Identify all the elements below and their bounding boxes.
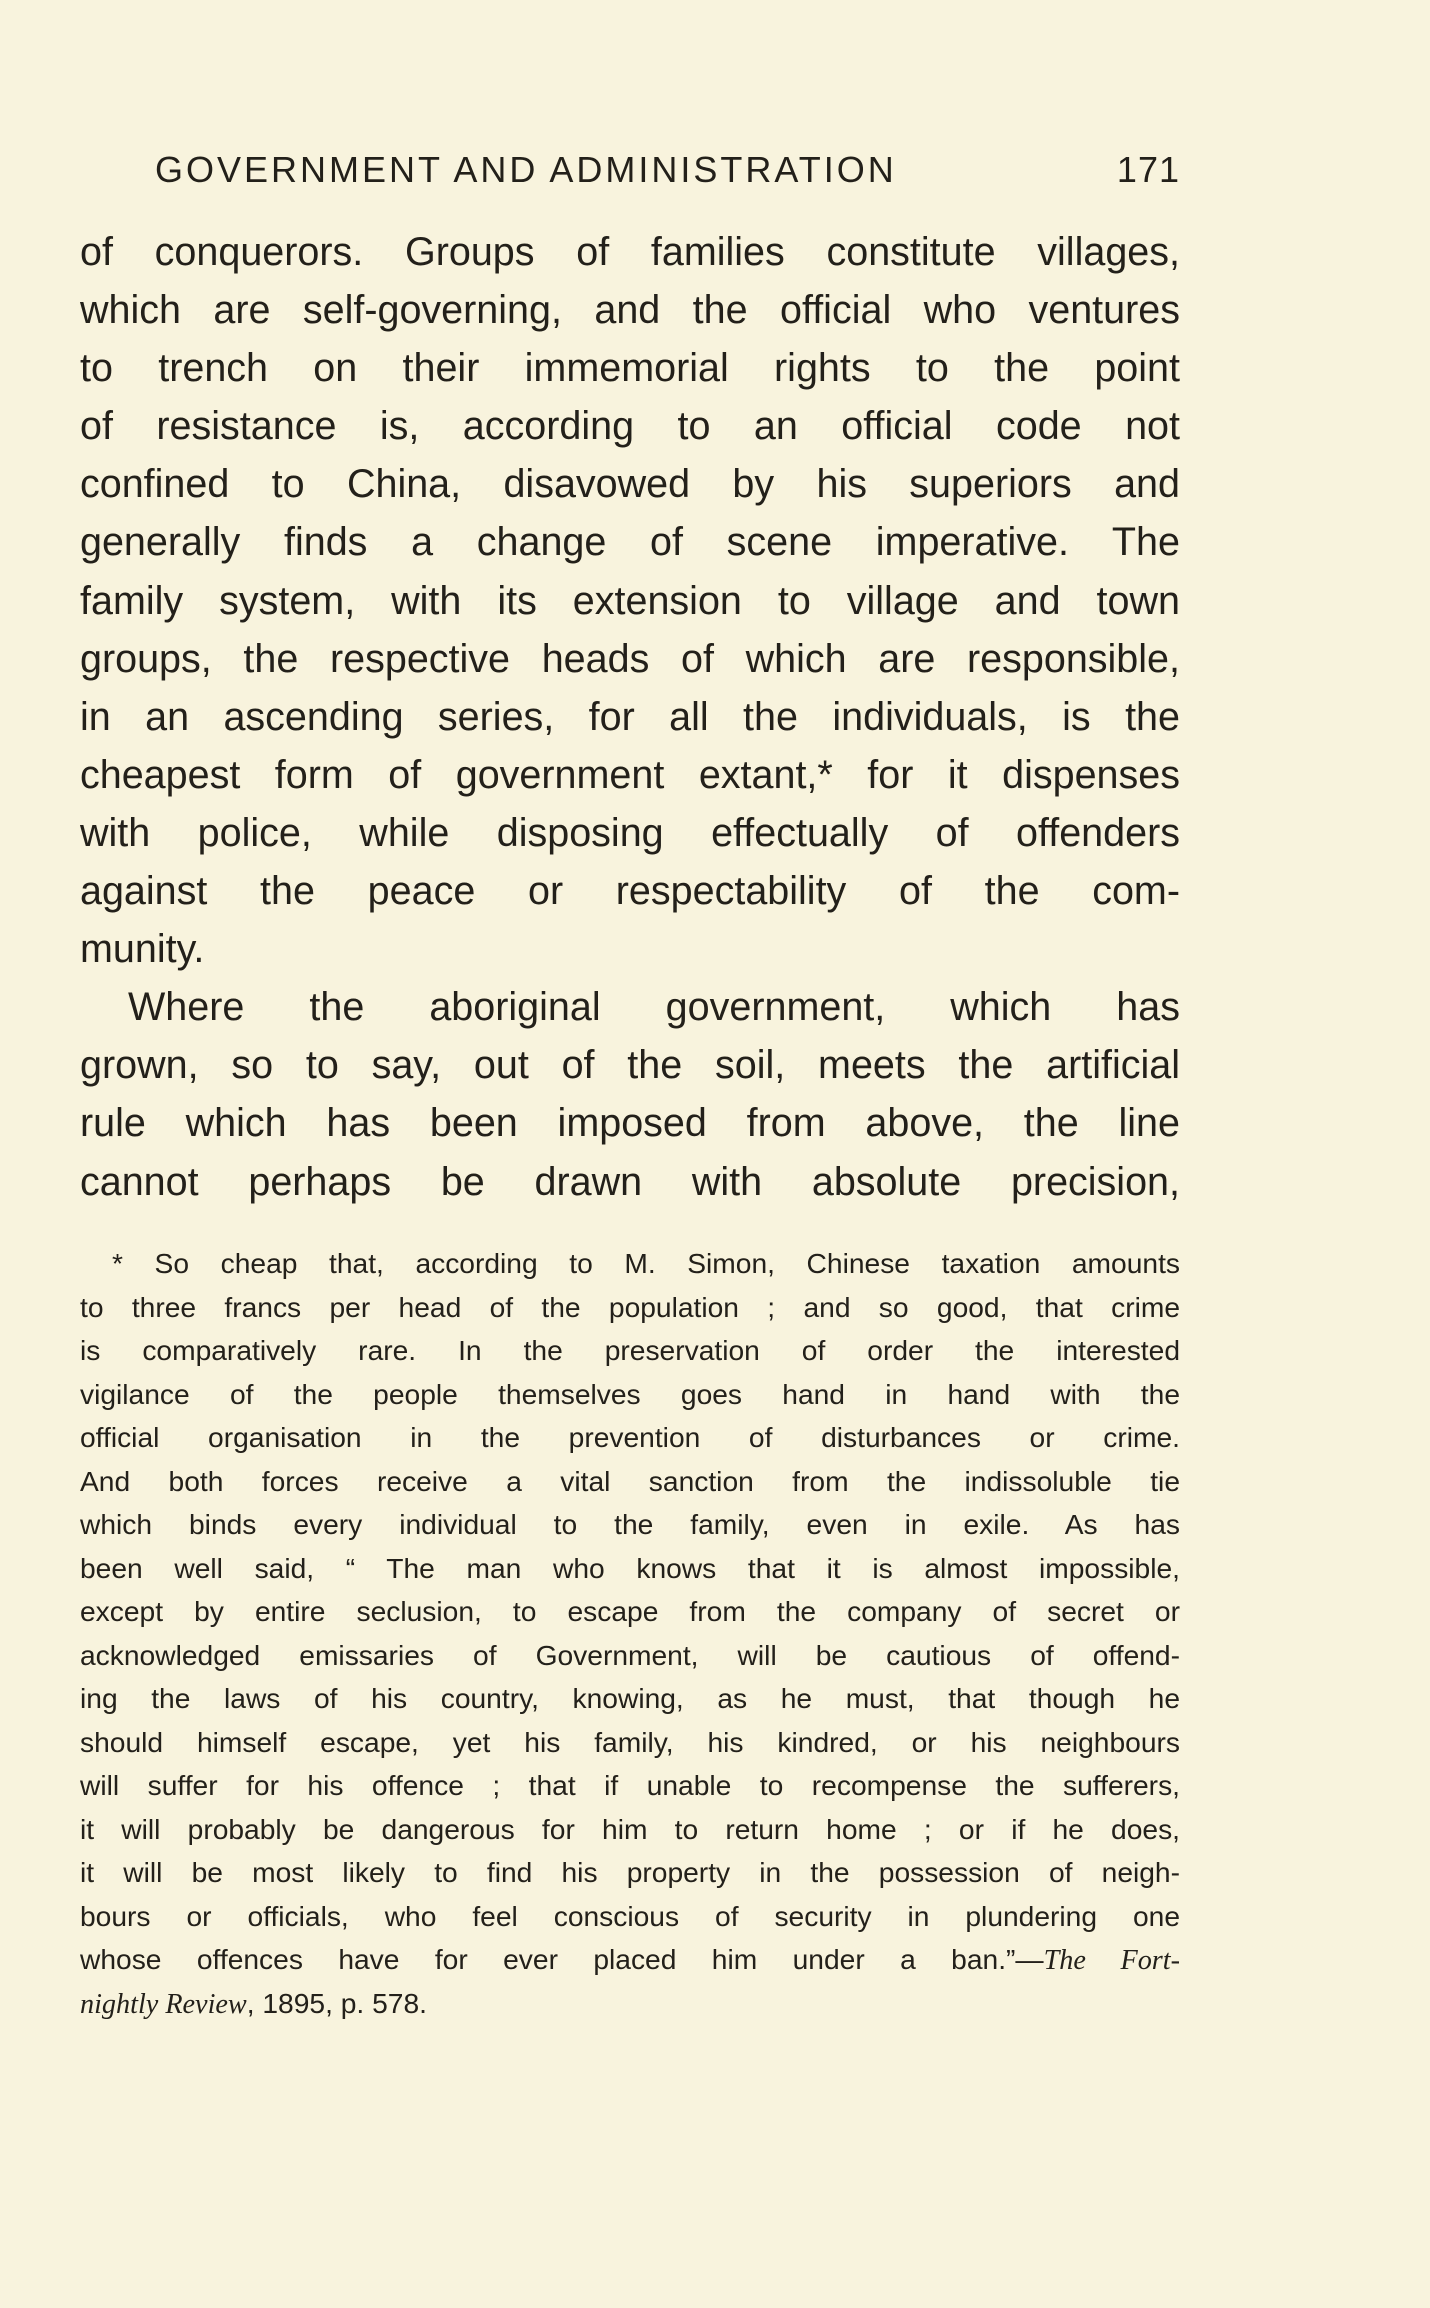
body-line: against the peace or respectability of the com- [80, 869, 1180, 914]
body-line: generally finds a change of scene imperative. The [80, 520, 1180, 565]
citation-title: nightly Review [80, 1988, 247, 2020]
running-head [155, 140, 1180, 200]
body-line: in an ascending series, for all the individuals, is the [80, 694, 1180, 739]
footnote-line: bours or officials, who feel conscious of security in plundering one [80, 1899, 1180, 1932]
body-line: with police, while disposing effectually of offenders [80, 810, 1180, 855]
footnote-line: will suffer for his offence ; that if unable to recompense the sufferers, [80, 1769, 1180, 1801]
footnote-text: whose offences have for ever placed him under a ban.”— [80, 1943, 1044, 1975]
body-line: which are self-governing, and the official who ventures [80, 288, 1180, 333]
body-line: Where the aboriginal government, which has [128, 985, 1180, 1030]
footnote-line: ing the laws of his country, knowing, as he must, that though he [80, 1682, 1180, 1714]
body-line: grown, so to say, out of the soil, meets the artificial [80, 1043, 1180, 1088]
body-line: to trench on their immemorial rights to the point [80, 346, 1180, 391]
body-text [80, 223, 1180, 1211]
body-line: cannot perhaps be drawn with absolute precision, [80, 1159, 1180, 1204]
footnote-line: is comparatively rare. In the preservation of order the interested [80, 1334, 1180, 1366]
body-line: of resistance is, according to an official code not [80, 404, 1180, 449]
footnote-line [80, 1938, 1180, 1982]
footnote [80, 1242, 1180, 2025]
body-line: of conquerors. Groups of families constitute villages, [80, 230, 1180, 274]
footnote-line: been well said, “ The man who knows that it is almost impossible, [80, 1551, 1180, 1584]
footnote-line: And both forces receive a vital sanction from the indissoluble tie [80, 1464, 1180, 1497]
footnote-line: which binds every individual to the family, even in exile. As has [80, 1508, 1180, 1540]
running-head-title: GOVERNMENT AND ADMINISTRATION [155, 149, 897, 190]
citation-details: , 1895, p. 578. [246, 1986, 427, 2019]
citation-title: The Fort- [1043, 1945, 1180, 1976]
footnote-line: except by entire seclusion, to escape from the company of secret or [80, 1595, 1180, 1627]
body-line: confined to China, disavowed by his superiors and [80, 462, 1180, 507]
footnote-line: * So cheap that, according to M. Simon, Chinese taxation amounts [112, 1247, 1180, 1279]
footnote-line: it will probably be dangerous for him to return home ; or if he does, [80, 1812, 1180, 1845]
footnote-line: acknowledged emissaries of Government, will be cautious of offend- [80, 1638, 1180, 1671]
footnote-line: official organisation in the prevention of disturbances or crime. [80, 1421, 1180, 1453]
body-line: cheapest form of government extant,* for it dispenses [80, 752, 1180, 797]
body-line: rule which has been imposed from above, the line [80, 1101, 1180, 1146]
body-line: family system, with its extension to village and town [80, 578, 1180, 623]
page-number: 171 [1116, 149, 1180, 190]
body-line: munity. [80, 927, 205, 972]
footnote-line: should himself escape, yet his family, his kindred, or his neighbours [80, 1725, 1180, 1758]
footnote-line: it will be most likely to find his property in the possession of neigh- [80, 1856, 1180, 1888]
footnote-line: to three francs per head of the population ; and so good, that crime [80, 1290, 1180, 1323]
footnote-line [80, 1982, 1180, 2026]
body-line: groups, the respective heads of which are responsible, [80, 636, 1180, 681]
footnote-line: vigilance of the people themselves goes hand in hand with the [80, 1377, 1180, 1410]
